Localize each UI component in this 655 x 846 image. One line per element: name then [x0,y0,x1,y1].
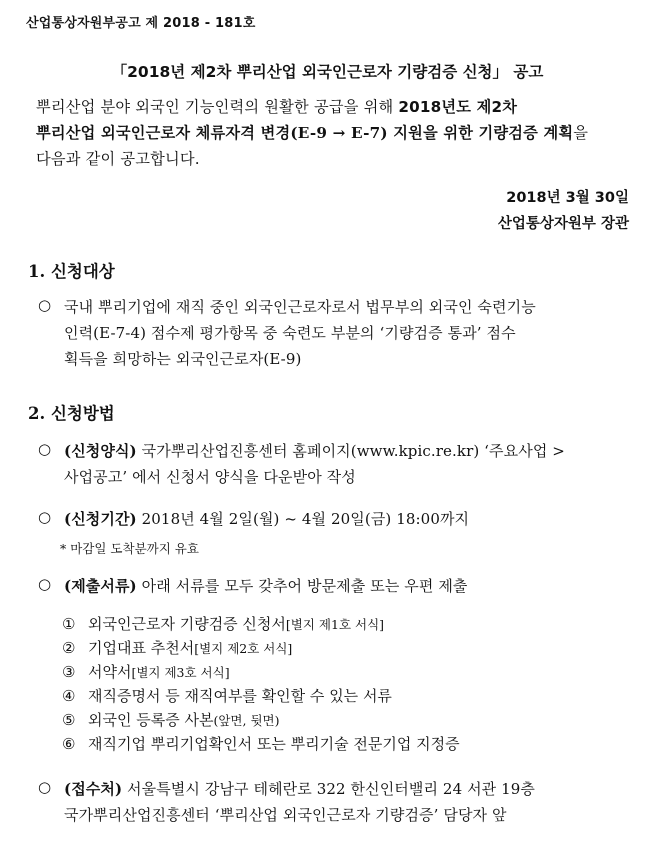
document-item [62,661,230,682]
notice-number: 산업통상자원부공고 제 2018 - 181호 [26,16,256,31]
signer: 산업통상자원부 장관 [497,216,629,232]
section-1-heading: 1. 신청대상 [28,262,115,281]
documents-line [64,575,468,596]
section-1-line: 국내 뿌리기업에 재직 중인 외국인근로자로서 법무부의 외국인 숙련기능 [64,298,536,316]
document-title: 「2018년 제2차 뿌리산업 외국인근로자 기량검증 신청」 공고 [111,63,544,81]
document-item [62,709,279,730]
intro-line-3: 다음과 같이 공고합니다. [36,150,200,168]
form-line-1 [64,440,565,461]
address-label: (접수처) [64,780,123,798]
period-line [64,508,469,529]
section-2-heading: 2. 신청방법 [28,404,115,423]
intro-text: 뿌리산업 분야 외국인 기능인력의 원활한 공급을 위해 [36,98,399,116]
announcement-date: 2018년 3월 30일 [506,190,629,206]
item-text: 재직증명서 등 재직여부를 확인할 수 있는 서류 [88,687,392,705]
bullet-icon: ○ [38,440,52,458]
item-text: 서약서 [88,663,132,681]
item-number: ① [62,615,76,633]
bullet-icon: ○ [38,296,52,314]
intro-line-2 [36,122,588,143]
document-item [62,685,392,706]
intro-emphasis: 뿌리산업 외국인근로자 체류자격 변경(E-9 → E-7) 지원을 위한 기량검증 계획 [36,124,574,142]
intro-text: 을 [573,124,589,142]
item-number: ⑥ [62,735,76,753]
document-item [62,733,460,754]
address-text: 서울특별시 강남구 테헤란로 322 한신인터밸리 24 서관 19층 [122,780,536,798]
form-label: (신청양식) [64,442,137,460]
bullet-icon: ○ [38,575,52,593]
address-line-1 [64,778,535,799]
documents-label: (제출서류) [64,577,137,595]
item-text: 외국인 등록증 사본 [88,711,214,729]
documents-text: 아래 서류를 모두 갖추어 방문제출 또는 우편 제출 [136,577,468,595]
document-item [62,613,384,634]
form-text: 국가뿌리산업진흥센터 홈페이지(www.kpic.re.kr) ‘주요사업 > [136,442,565,460]
item-text: 재직기업 뿌리기업확인서 또는 뿌리기술 전문기업 지정증 [88,735,460,753]
intro-line-1 [36,96,517,117]
item-text: 기업대표 추천서 [88,639,195,657]
section-1-line: 인력(E-7-4) 점수제 평가항목 중 숙련도 부분의 ‘기량검증 통과’ 점수 [64,324,516,342]
period-text: 2018년 4월 2일(월) ~ 4월 20일(금) 18:00까지 [136,510,470,528]
section-1-line: 획득을 희망하는 외국인근로자(E-9) [64,350,302,368]
address-line-2: 국가뿌리산업진흥센터 ‘뿌리산업 외국인근로자 기량검증’ 담당자 앞 [64,806,507,824]
item-number: ② [62,639,76,657]
form-line-2: 사업공고’ 에서 신청서 양식을 다운받아 작성 [64,468,356,486]
item-text: 외국인근로자 기량검증 신청서 [88,615,286,633]
document-item [62,637,292,658]
item-sub: [별지 제2호 서식] [194,641,293,656]
item-number: ⑤ [62,711,76,729]
bullet-icon: ○ [38,508,52,526]
intro-emphasis: 2018년도 제2차 [398,98,518,116]
period-label: (신청기간) [64,510,137,528]
item-sub: [별지 제1호 서식] [285,617,385,632]
item-number: ④ [62,687,76,705]
item-sub: (앞면, 뒷면) [213,713,280,728]
item-sub: [별지 제3호 서식] [131,665,230,680]
item-number: ③ [62,663,76,681]
period-note: * 마감일 도착분까지 유효 [60,541,199,556]
bullet-icon: ○ [38,778,52,796]
